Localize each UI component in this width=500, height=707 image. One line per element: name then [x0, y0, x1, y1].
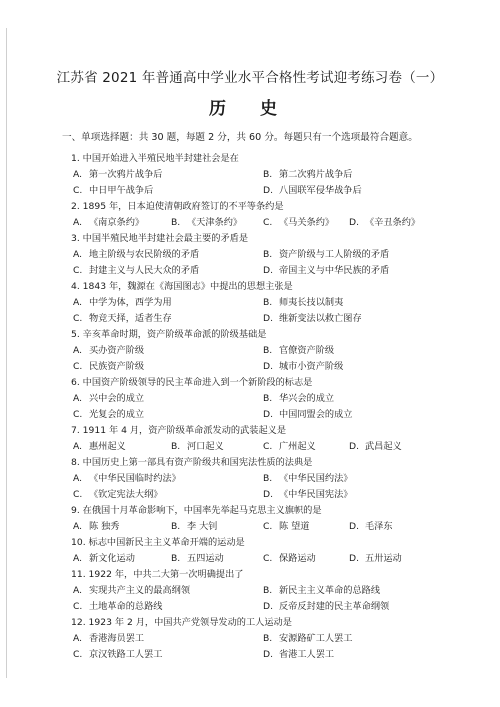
- exam-subject: 历 史: [209, 99, 291, 119]
- option-a: A. 地主阶级与农民阶级的矛盾: [73, 249, 200, 260]
- question-stem: 8. 中国历史上第一部具有资产阶级共和国宪法性质的法典是: [71, 457, 313, 468]
- question-stem: 7. 1911 年 4 月，资产阶级革命派发动的武装起义是: [71, 425, 287, 436]
- question-12: [71, 614, 491, 660]
- question-7: [71, 422, 491, 452]
- option-d: D. 毛泽东: [349, 521, 393, 532]
- question-9: [71, 502, 491, 532]
- option-b: B. 《中华民国约法》: [263, 473, 353, 484]
- option-a: A. 《中华民国临时约法》: [73, 473, 181, 484]
- option-d: D. 五卅运动: [349, 553, 402, 564]
- question-stem: 11. 1922 年，中共二大第一次明确提出了: [71, 569, 244, 580]
- option-c: C. 陈 望道: [263, 521, 310, 532]
- exam-title: 江苏省 2021 年普通高中学业水平合格性考试迎考练习卷（一）: [56, 70, 444, 86]
- option-a: A. 买办资产阶级: [73, 345, 145, 356]
- option-b: B. 第二次鸦片战争后: [263, 169, 353, 180]
- option-d: D. 武昌起义: [349, 441, 402, 452]
- option-b: B. 安源路矿工人罢工: [263, 633, 353, 644]
- option-b: B. 李 大钊: [171, 521, 218, 532]
- option-a: A. 实现共产主义的最高纲领: [73, 585, 191, 596]
- option-b: B. 五四运动: [171, 553, 224, 564]
- option-d: D. 反帝反封建的民主革命纲领: [263, 601, 390, 612]
- option-d: D. 城市小资产阶级: [263, 361, 344, 372]
- option-b: B. 官僚资产阶级: [263, 345, 335, 356]
- option-a: A. 惠州起义: [73, 441, 126, 452]
- option-c: C. 中日甲午战争后: [73, 185, 154, 196]
- question-6: [71, 374, 491, 420]
- option-c: C. 物竞天择，适者生存: [73, 313, 172, 324]
- question-10: [71, 534, 491, 564]
- option-b: B. 师夷长技以制夷: [263, 297, 344, 308]
- option-c: C. 《钦定宪法大纲》: [73, 489, 163, 500]
- question-stem: 1. 中国开始进入半殖民地半封建社会是在: [71, 153, 239, 164]
- question-2: [71, 198, 491, 228]
- question-5: [71, 326, 491, 372]
- question-11: [71, 566, 491, 612]
- option-d: D. 省港工人罢工: [263, 649, 335, 660]
- option-d: D. 帝国主义与中华民族的矛盾: [263, 265, 390, 276]
- option-c: C. 民族资产阶级: [73, 361, 145, 372]
- option-a: A. 《南京条约》: [73, 217, 145, 228]
- question-stem: 2. 1895 年，日本迫使清朝政府签订的不平等条约是: [71, 201, 284, 212]
- option-c: C. 保路运动: [263, 553, 316, 564]
- option-c: C. 《马关条约》: [263, 217, 335, 228]
- option-d: D. 《中华民国宪法》: [263, 489, 353, 500]
- option-d: D. 维新变法以救亡图存: [263, 313, 362, 324]
- option-c: C. 京汉铁路工人罢工: [73, 649, 163, 660]
- question-3: [71, 230, 491, 276]
- question-stem: 6. 中国资产阶级领导的民主革命进入到一个新阶段的标志是: [71, 377, 313, 388]
- option-c: C. 封建主义与人民大众的矛盾: [73, 265, 200, 276]
- question-stem: 10. 标志中国新民主主义革命开端的运动是: [71, 537, 245, 548]
- option-a: A. 陈 独秀: [73, 521, 120, 532]
- question-4: [71, 278, 491, 324]
- option-c: C. 光复会的成立: [73, 409, 145, 420]
- question-stem: 9. 在俄国十月革命影响下，中国率先举起马克思主义旗帜的是: [71, 505, 322, 516]
- option-b: B. 华兴会的成立: [263, 393, 335, 404]
- question-stem: 4. 1843 年，魏源在《海国图志》中提出的思想主张是: [71, 281, 293, 292]
- option-a: A. 第一次鸦片战争后: [73, 169, 163, 180]
- option-a: A. 中学为体，西学为用: [73, 297, 172, 308]
- option-c: C. 广州起义: [263, 441, 316, 452]
- question-stem: 3. 中国半殖民地半封建社会最主要的矛盾是: [71, 233, 249, 244]
- option-a: A. 兴中会的成立: [73, 393, 145, 404]
- question-list: [0, 150, 500, 690]
- option-b: B. 资产阶级与工人阶级的矛盾: [263, 249, 390, 260]
- option-d: D. 中国同盟会的成立: [263, 409, 353, 420]
- question-stem: 5. 辛亥革命时期，资产阶级革命派的阶级基础是: [71, 329, 267, 340]
- option-a: A. 香港海员罢工: [73, 633, 145, 644]
- question-8: [71, 454, 491, 500]
- option-b: B. 河口起义: [171, 441, 224, 452]
- question-stem: 12. 1923 年 2 月，中国共产党领导发动的工人运动是: [71, 617, 292, 628]
- option-a: A. 新文化运动: [73, 553, 135, 564]
- option-d: D. 八国联军侵华战争后: [263, 185, 362, 196]
- option-d: D. 《辛丑条约》: [349, 217, 421, 228]
- option-b: B. 新民主主义革命的总路线: [263, 585, 381, 596]
- question-1: [71, 150, 491, 196]
- section-header: 一、单项选择题：共 30 题，每题 2 分，共 60 分。每题只有一个选项最符合题意。: [62, 132, 418, 143]
- option-c: C. 土地革命的总路线: [73, 601, 163, 612]
- option-b: B. 《天津条约》: [171, 217, 243, 228]
